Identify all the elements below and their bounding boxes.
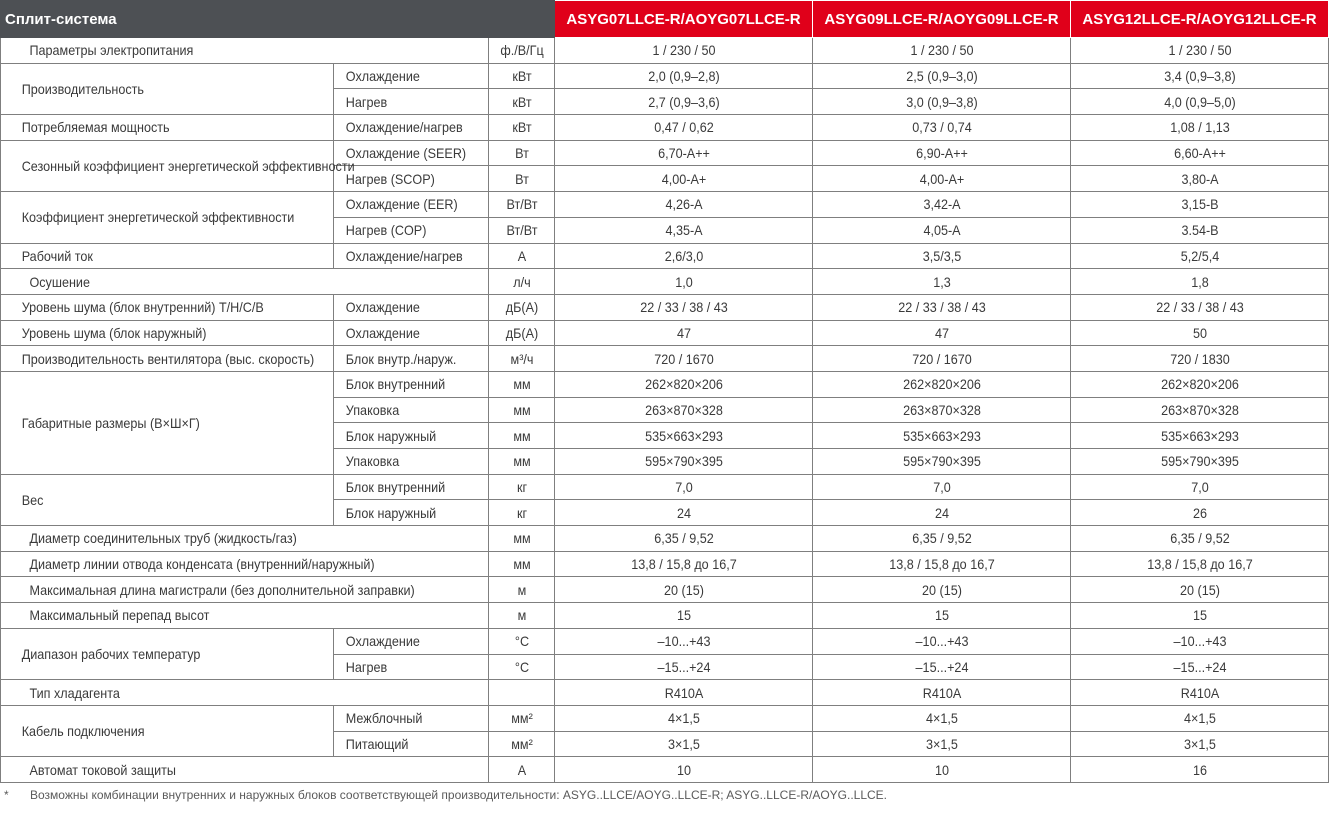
condition-cell: Охлаждение (SEER) [341, 140, 481, 166]
condition-cell: Упаковка [341, 397, 481, 423]
param-cell: Диаметр линии отвода конденсата (внутренний/наружный) [25, 551, 464, 577]
value-cell: 13,8 / 15,8 до 16,7 [567, 551, 799, 577]
unit-cell: мм [492, 423, 551, 449]
unit-cell: м [492, 577, 551, 603]
value-cell: –15...+24 [1083, 654, 1315, 680]
condition-cell: Блок внутр./наруж. [341, 346, 481, 372]
unit-cell: Вт/Вт [492, 192, 551, 218]
value-cell: 535×663×293 [1083, 423, 1315, 449]
value-cell: 262×820×206 [825, 371, 1057, 397]
table-row [1, 628, 1329, 654]
value-cell: 4,26-А [567, 192, 799, 218]
value-cell: 1 / 230 / 50 [567, 38, 799, 64]
condition-cell: Охлаждение [341, 294, 481, 320]
unit-cell: мм [492, 397, 551, 423]
condition-cell: Нагрев [341, 89, 481, 115]
value-cell: 3×1,5 [825, 731, 1057, 757]
value-cell: 2,6/3,0 [567, 243, 799, 269]
unit-cell: кг [492, 500, 551, 526]
value-cell: 595×790×395 [567, 449, 799, 475]
condition-cell: Нагрев [341, 654, 481, 680]
value-cell: 15 [1083, 603, 1315, 629]
table-row [1, 526, 1329, 552]
value-cell: 3.54-В [1083, 217, 1315, 243]
model-header: ASYG09LLCE-R/AOYG09LLCE-R [813, 1, 1071, 38]
value-cell: 20 (15) [825, 577, 1057, 603]
unit-cell: Вт [492, 140, 551, 166]
condition-cell: Охлаждение [341, 628, 481, 654]
param-cell: Тип хладагента [25, 680, 464, 706]
value-cell: 4,05-А [825, 217, 1057, 243]
unit-cell: мм [492, 551, 551, 577]
value-cell: 535×663×293 [567, 423, 799, 449]
table-row [1, 243, 1329, 269]
condition-cell: Охлаждение/нагрев [341, 115, 481, 141]
unit-cell: л/ч [492, 269, 551, 295]
unit-cell: °С [492, 628, 551, 654]
value-cell: 263×870×328 [567, 397, 799, 423]
value-cell: 1,08 / 1,13 [1083, 115, 1315, 141]
table-row [1, 577, 1329, 603]
table-row [1, 269, 1329, 295]
table-row [1, 192, 1329, 218]
param-cell: Кабель подключения [17, 705, 317, 756]
value-cell: –10...+43 [1083, 628, 1315, 654]
value-cell: –10...+43 [825, 628, 1057, 654]
value-cell: 4×1,5 [567, 705, 799, 731]
value-cell: 24 [825, 500, 1057, 526]
param-cell: Рабочий ток [17, 243, 317, 269]
unit-cell: А [492, 243, 551, 269]
value-cell: 2,7 (0,9–3,6) [567, 89, 799, 115]
table-row [1, 140, 1329, 166]
model-header: ASYG12LLCE-R/AOYG12LLCE-R [1071, 1, 1329, 38]
value-cell: 6,35 / 9,52 [567, 526, 799, 552]
value-cell: 16 [1083, 757, 1315, 783]
value-cell: 6,90-А++ [825, 140, 1057, 166]
condition-cell: Охлаждение/нагрев [341, 243, 481, 269]
unit-cell: кг [492, 474, 551, 500]
value-cell: 20 (15) [1083, 577, 1315, 603]
value-cell: 7,0 [1083, 474, 1315, 500]
condition-cell: Охлаждение (EER) [341, 192, 481, 218]
unit-cell: дБ(А) [492, 320, 551, 346]
unit-cell: кВт [492, 115, 551, 141]
param-cell: Уровень шума (блок внутренний) Т/Н/С/В [17, 294, 317, 320]
value-cell: 4,0 (0,9–5,0) [1083, 89, 1315, 115]
table-row [1, 63, 1329, 89]
value-cell: 7,0 [567, 474, 799, 500]
table-row [1, 705, 1329, 731]
param-cell: Осушение [25, 269, 464, 295]
value-cell: 595×790×395 [825, 449, 1057, 475]
value-cell: 6,35 / 9,52 [825, 526, 1057, 552]
unit-cell: мм [492, 526, 551, 552]
unit-cell: м³/ч [492, 346, 551, 372]
value-cell: 6,60-А++ [1083, 140, 1315, 166]
value-cell: 15 [567, 603, 799, 629]
unit-cell: А [492, 757, 551, 783]
value-cell: 720 / 1830 [1083, 346, 1315, 372]
unit-cell: м [492, 603, 551, 629]
value-cell: 22 / 33 / 38 / 43 [1083, 294, 1315, 320]
unit-cell: дБ(А) [492, 294, 551, 320]
value-cell: 24 [567, 500, 799, 526]
value-cell: 1 / 230 / 50 [1083, 38, 1315, 64]
table-row [1, 757, 1329, 783]
param-cell: Уровень шума (блок наружный) [17, 320, 317, 346]
unit-cell: кВт [492, 63, 551, 89]
value-cell: 6,35 / 9,52 [1083, 526, 1315, 552]
value-cell: 10 [825, 757, 1057, 783]
value-cell: 1,8 [1083, 269, 1315, 295]
table-body [1, 38, 1329, 783]
param-cell: Максимальный перепад высот [25, 603, 464, 629]
value-cell: 10 [567, 757, 799, 783]
value-cell: 1,0 [567, 269, 799, 295]
condition-cell: Охлаждение [341, 63, 481, 89]
param-cell: Вес [17, 474, 317, 525]
param-cell: Габаритные размеры (В×Ш×Г) [17, 371, 317, 474]
value-cell: 1,3 [825, 269, 1057, 295]
value-cell: 263×870×328 [825, 397, 1057, 423]
table-row [1, 346, 1329, 372]
condition-cell: Питающий [341, 731, 481, 757]
table-row [1, 294, 1329, 320]
value-cell: 720 / 1670 [567, 346, 799, 372]
table-row [1, 474, 1329, 500]
table-header-row [1, 1, 1329, 38]
table-title: Сплит-система [1, 1, 555, 38]
param-cell: Производительность вентилятора (выс. скорость) [17, 346, 317, 372]
value-cell: 22 / 33 / 38 / 43 [567, 294, 799, 320]
value-cell: 262×820×206 [567, 371, 799, 397]
value-cell: 26 [1083, 500, 1315, 526]
value-cell: R410A [825, 680, 1057, 706]
param-cell: Производительность [17, 63, 317, 114]
unit-cell: мм [492, 371, 551, 397]
value-cell: 3,0 (0,9–3,8) [825, 89, 1057, 115]
value-cell: 0,47 / 0,62 [567, 115, 799, 141]
condition-cell: Межблочный [341, 705, 481, 731]
unit-cell [492, 680, 551, 706]
value-cell: 535×663×293 [825, 423, 1057, 449]
param-cell: Потребляемая мощность [17, 115, 317, 141]
condition-cell: Нагрев (COP) [341, 217, 481, 243]
value-cell: 3,80-А [1083, 166, 1315, 192]
unit-cell: мм² [492, 705, 551, 731]
unit-cell: °С [492, 654, 551, 680]
condition-cell: Блок внутренний [341, 371, 481, 397]
unit-cell: мм² [492, 731, 551, 757]
value-cell: R410A [1083, 680, 1315, 706]
param-cell: Максимальная длина магистрали (без дополнительной заправки) [25, 577, 464, 603]
param-cell: Диапазон рабочих температур [17, 628, 317, 679]
value-cell: –15...+24 [567, 654, 799, 680]
param-cell: Коэффициент энергетической эффективности [17, 192, 317, 243]
value-cell: 47 [825, 320, 1057, 346]
value-cell: –10...+43 [567, 628, 799, 654]
unit-cell: Вт [492, 166, 551, 192]
value-cell: 6,70-А++ [567, 140, 799, 166]
value-cell: 4×1,5 [1083, 705, 1315, 731]
value-cell: 4,00-А+ [825, 166, 1057, 192]
value-cell: 22 / 33 / 38 / 43 [825, 294, 1057, 320]
value-cell: 47 [567, 320, 799, 346]
value-cell: 15 [825, 603, 1057, 629]
value-cell: 720 / 1670 [825, 346, 1057, 372]
condition-cell: Блок наружный [341, 500, 481, 526]
value-cell: 3,42-А [825, 192, 1057, 218]
value-cell: 13,8 / 15,8 до 16,7 [825, 551, 1057, 577]
param-cell: Автомат токовой защиты [25, 757, 464, 783]
unit-cell: Вт/Вт [492, 217, 551, 243]
table-row [1, 680, 1329, 706]
param-cell: Параметры электропитания [25, 38, 464, 64]
value-cell: 4×1,5 [825, 705, 1057, 731]
value-cell: 4,00-А+ [567, 166, 799, 192]
model-header: ASYG07LLCE-R/AOYG07LLCE-R [555, 1, 813, 38]
value-cell: 20 (15) [567, 577, 799, 603]
table-row [1, 115, 1329, 141]
value-cell: 13,8 / 15,8 до 16,7 [1083, 551, 1315, 577]
footnote-mark: * [4, 788, 9, 802]
value-cell: 4,35-А [567, 217, 799, 243]
value-cell: 3,5/3,5 [825, 243, 1057, 269]
table-row [1, 371, 1329, 397]
table-row [1, 551, 1329, 577]
value-cell: 3×1,5 [567, 731, 799, 757]
unit-cell: мм [492, 449, 551, 475]
unit-cell: ф./В/Гц [492, 38, 551, 64]
condition-cell: Блок наружный [341, 423, 481, 449]
value-cell: 3×1,5 [1083, 731, 1315, 757]
condition-cell: Охлаждение [341, 320, 481, 346]
value-cell: –15...+24 [825, 654, 1057, 680]
value-cell: 5,2/5,4 [1083, 243, 1315, 269]
condition-cell: Нагрев (SCOP) [341, 166, 481, 192]
value-cell: 1 / 230 / 50 [825, 38, 1057, 64]
value-cell: 595×790×395 [1083, 449, 1315, 475]
value-cell: R410A [567, 680, 799, 706]
footnote-text: Возможны комбинации внутренних и наружных блоков соответствующей производительности: ASYG..LLCE/AOYG..LLCE-R; ASYG..LLCE-R/AOYG..LLCE. [30, 788, 888, 802]
table-row [1, 38, 1329, 64]
value-cell: 2,5 (0,9–3,0) [825, 63, 1057, 89]
value-cell: 0,73 / 0,74 [825, 115, 1057, 141]
param-cell: Диаметр соединительных труб (жидкость/газ) [25, 526, 464, 552]
table-row [1, 320, 1329, 346]
value-cell: 3,15-В [1083, 192, 1315, 218]
unit-cell: кВт [492, 89, 551, 115]
condition-cell: Блок внутренний [341, 474, 481, 500]
value-cell: 3,4 (0,9–3,8) [1083, 63, 1315, 89]
value-cell: 7,0 [825, 474, 1057, 500]
value-cell: 2,0 (0,9–2,8) [567, 63, 799, 89]
value-cell: 263×870×328 [1083, 397, 1315, 423]
value-cell: 50 [1083, 320, 1315, 346]
param-cell: Сезонный коэффициент энергетической эффективности [17, 140, 317, 191]
condition-cell: Упаковка [341, 449, 481, 475]
value-cell: 262×820×206 [1083, 371, 1315, 397]
table-row [1, 603, 1329, 629]
